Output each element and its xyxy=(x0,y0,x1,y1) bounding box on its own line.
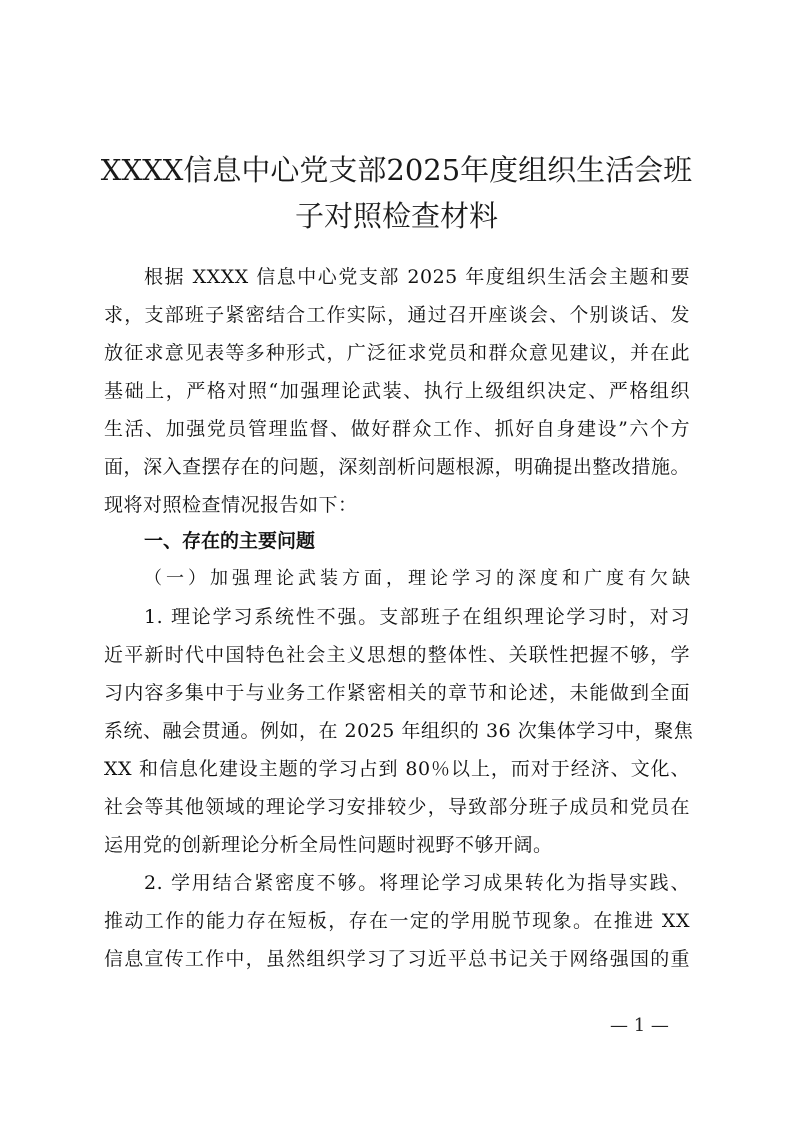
intro-line: 根据 XXXX 信息中心党支部 2025 年度组织生活会主题和要 xyxy=(144,266,690,288)
item1-line: 社会等其他领域的理论学习安排较少，导致部分班子成员和党员在 xyxy=(104,796,690,818)
item1-line: 1. 理论学习系统性不强。支部班子在组织理论学习时，对习 xyxy=(144,606,690,628)
item1-line: 运用党的创新理论分析全局性问题时视野不够开阔。 xyxy=(104,834,553,856)
item1-line: 系统、融会贯通。例如，在 2025 年组织的 36 次集体学习中，聚焦 xyxy=(104,720,694,742)
intro-line: 放征求意见表等多种形式，广泛征求党员和群众意见建议，并在此 xyxy=(104,342,690,364)
item2-line: 2. 学用结合紧密度不够。将理论学习成果转化为指导实践、 xyxy=(144,872,690,894)
item2-line: 信息宣传工作中，虽然组织学习了习近平总书记关于网络强国的重 xyxy=(104,948,690,970)
intro-line: 现将对照检查情况报告如下： xyxy=(104,494,358,516)
intro-line: 生活、加强党员管理监督、做好群众工作、抓好自身建设”六个方 xyxy=(104,418,690,440)
intro-line: 基础上，严格对照“加强理论武装、执行上级组织决定、严格组织 xyxy=(104,380,690,402)
intro-line: 面，深入查摆存在的问题，深刻剖析问题根源，明确提出整改措施。 xyxy=(104,456,690,478)
subsection-heading: （一）加强理论武装方面，理论学习的深度和广度有欠缺 xyxy=(144,568,690,589)
section-heading: 一、存在的主要问题 xyxy=(144,530,316,552)
item1-line: XX 和信息化建设主题的学习占到 80％以上，而对于经济、文化、 xyxy=(104,758,690,780)
item2-line: 推动工作的能力存在短板，存在一定的学用脱节现象。在推进 XX xyxy=(104,910,690,932)
page-number: — 1 — xyxy=(610,1015,669,1036)
title-line-1: XXXX信息中心党支部2025年度组织生活会班 xyxy=(100,153,693,187)
item1-line: 近平新时代中国特色社会主义思想的整体性、关联性把握不够，学 xyxy=(104,644,690,666)
intro-line: 求，支部班子紧密结合工作实际，通过召开座谈会、个别谈话、发 xyxy=(104,304,690,326)
item1-line: 习内容多集中于与业务工作紧密相关的章节和论述，未能做到全面 xyxy=(104,682,690,704)
title-line-2: 子对照检查材料 xyxy=(294,199,498,233)
